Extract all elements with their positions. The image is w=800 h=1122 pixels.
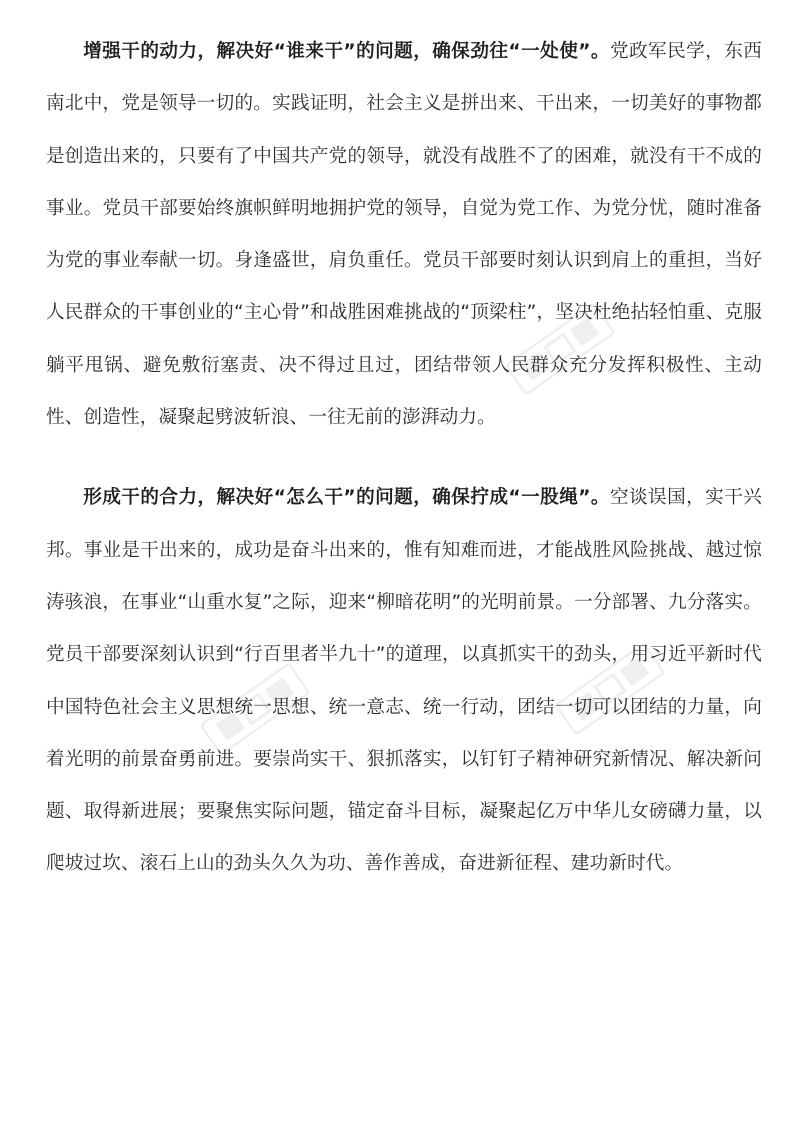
paragraph-1: [46, 26, 762, 444]
paragraph-1-lead: 增强干的动力，解决好“谁来干”的问题，确保劲往“一处使”。: [83, 41, 610, 62]
paragraph-2: [46, 472, 762, 890]
paragraph-2-body: 空谈误国，实干兴邦。事业是干出来的，成功是奋斗出来的，惟有知难而进，才能战胜风险挑战、越过惊涛骇浪，在事业“山重水复”之际，迎来“柳暗花明”的光明前景。一分部署、九分落实。党员干部要深刻认识到“行百里者半九十”的道理，以真抓实干的劲头，用习近平新时代中国特色社会主义思想统一思想、统一意志、统一行动，团结一切可以团结的力量，向着光明的前景奋勇前进。要崇尚实干、狠抓落实，以钉钉子精神研究新情况、解决新问题、取得新进展；要聚焦实际问题，锚定奋斗目标，凝聚起亿万中华儿女磅礴力量，以爬坡过坎、滚石上山的劲头久久为功、善作善成，奋进新征程、建功新时代。: [46, 487, 763, 875]
paragraph-1-body: 党政军民学，东西南北中，党是领导一切的。实践证明，社会主义是拼出来、干出来，一切美好的事物都是创造出来的，只要有了中国共产党的领导，就没有战胜不了的困难，就没有干不成的事业。党员干部要始终旗帜鲜明地拥护党的领导，自觉为党工作、为党分忧，随时准备为党的事业奉献一切。身逢盛世，肩负重任。党员干部要时刻认识到肩上的重担，当好人民群众的干事创业的“主心骨”和战胜困难挑战的“顶梁柱”，坚决杜绝拈轻怕重、克服躺平甩锅、避免敷衍塞责、决不得过且过，团结带领人民群众充分发挥积极性、主动性、创造性，凝聚起劈波斩浪、一往无前的澎湃动力。: [46, 41, 763, 429]
paragraph-2-lead: 形成干的合力，解决好“怎么干”的问题，确保拧成“一股绳”。: [83, 487, 610, 509]
document-body: [46, 26, 762, 919]
